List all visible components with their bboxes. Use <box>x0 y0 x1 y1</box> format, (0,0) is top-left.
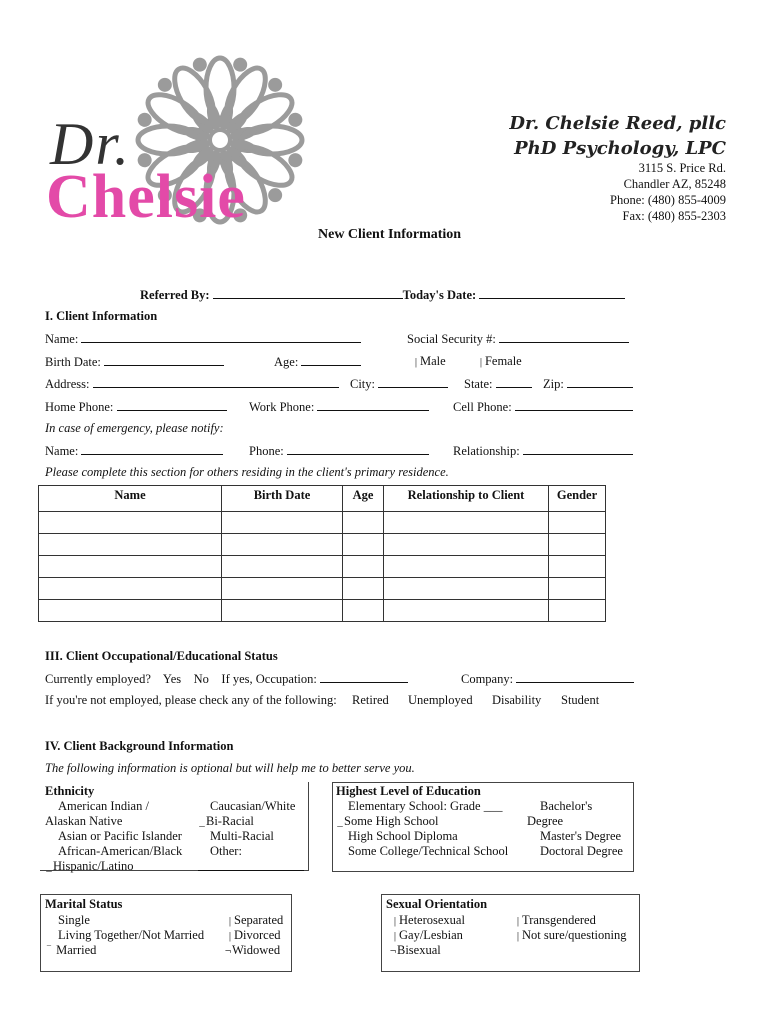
eth-biracial-mark[interactable]: _ <box>199 816 205 828</box>
female-checkbox[interactable]: | <box>479 356 483 368</box>
marital-divorced-mark[interactable]: | <box>228 930 232 942</box>
col-header-birth-date: Birth Date <box>222 486 343 512</box>
option-unemployed[interactable]: Unemployed <box>408 693 473 707</box>
em-phone-label: Phone: <box>249 444 284 458</box>
practice-phone: Phone: (480) 855-4009 <box>610 193 726 207</box>
not-employed-row <box>45 693 337 708</box>
table-cell[interactable] <box>222 600 343 622</box>
marital-widowed-mark[interactable]: ¬ <box>224 945 232 957</box>
marital-married-row <box>45 943 96 958</box>
marital-separated-mark[interactable]: | <box>228 915 232 927</box>
employed-row <box>45 671 408 687</box>
orient-bi-row <box>389 943 441 958</box>
logo-dr-text: Dr. <box>50 111 132 177</box>
orientation-title: Sexual Orientation <box>386 897 488 911</box>
birth-date-label: Birth Date: <box>45 355 101 369</box>
home-phone-label: Home Phone: <box>45 400 114 414</box>
option-disability[interactable]: Disability <box>492 693 542 707</box>
table-cell[interactable] <box>39 534 222 556</box>
section3-title: III. Client Occupational/Educational Status <box>45 649 278 663</box>
marital-living-together[interactable]: Living Together/Not Married <box>58 928 205 942</box>
table-row <box>39 534 606 556</box>
form-title: New Client Information <box>318 227 462 242</box>
marital-separated[interactable]: Separated <box>234 913 284 927</box>
table-row <box>39 578 606 600</box>
name-field[interactable] <box>81 331 361 343</box>
marital-widowed-row <box>224 943 280 958</box>
table-cell[interactable] <box>549 578 606 600</box>
name-row <box>45 331 361 347</box>
col-header-name: Name <box>39 486 222 512</box>
birth-date-field[interactable] <box>104 354 224 366</box>
orient-hetero-mark[interactable]: | <box>393 915 397 927</box>
em-name-row <box>45 443 223 459</box>
city-label: City: <box>350 377 376 391</box>
birth-date-row <box>45 354 224 370</box>
table-cell[interactable] <box>343 578 384 600</box>
table-cell[interactable] <box>222 578 343 600</box>
orient-bi[interactable]: Bisexual <box>397 943 441 957</box>
table-cell[interactable] <box>384 534 549 556</box>
marital-separated-row <box>226 913 283 928</box>
orient-notsure[interactable]: Not sure/questioning <box>522 928 627 942</box>
eth-american-indian[interactable]: American Indian / <box>58 799 149 813</box>
orient-hetero[interactable]: Heterosexual <box>399 913 465 927</box>
table-row <box>39 512 606 534</box>
zip-row <box>543 376 633 392</box>
todays-date-label: Today's Date: <box>402 288 477 302</box>
occupation-label: If yes, Occupation: <box>221 672 317 686</box>
practice-credentials: PhD Psychology, LPC <box>514 138 726 159</box>
table-cell[interactable] <box>384 512 549 534</box>
gender-row <box>412 354 522 369</box>
work-phone-field[interactable] <box>317 399 429 411</box>
eth-alaskan-native[interactable]: Alaskan Native <box>45 814 123 828</box>
em-phone-row <box>249 443 429 459</box>
orient-gay[interactable]: Gay/Lesbian <box>399 928 463 942</box>
company-label: Company: <box>461 672 514 686</box>
ssn-field[interactable] <box>499 331 629 343</box>
work-phone-label: Work Phone: <box>249 400 315 414</box>
table-cell[interactable] <box>343 600 384 622</box>
ethnicity-title: Ethnicity <box>45 784 95 798</box>
table-cell[interactable] <box>549 512 606 534</box>
table-cell[interactable] <box>384 600 549 622</box>
address-label: Address: <box>45 377 90 391</box>
edu-masters[interactable]: Master's Degree <box>540 829 622 843</box>
occupation-field[interactable] <box>320 671 408 683</box>
orient-gay-row <box>391 928 463 943</box>
table-cell[interactable] <box>39 556 222 578</box>
table-cell[interactable] <box>384 556 549 578</box>
edu-diploma[interactable]: High School Diploma <box>348 829 458 843</box>
em-phone-field[interactable] <box>287 443 429 455</box>
table-cell[interactable] <box>39 578 222 600</box>
col-header-age: Age <box>343 486 384 512</box>
marital-widowed[interactable]: Widowed <box>232 943 281 957</box>
ssn-row <box>407 331 629 347</box>
marital-single[interactable]: Single <box>58 913 90 927</box>
marital-divorced[interactable]: Divorced <box>234 928 281 942</box>
orient-gay-mark[interactable]: | <box>393 930 397 942</box>
section4-note: The following information is optional but will help me to better serve you. <box>45 761 415 775</box>
orient-notsure-row <box>514 928 627 943</box>
orient-hetero-row <box>391 913 465 928</box>
name-label: Name: <box>45 332 79 346</box>
eth-multiracial[interactable]: Multi-Racial <box>210 829 274 843</box>
address-row <box>45 376 339 392</box>
eth-biracial-row <box>198 814 254 829</box>
em-relationship-row <box>453 443 633 459</box>
state-row <box>464 376 532 392</box>
zip-label: Zip: <box>543 377 564 391</box>
table-cell[interactable] <box>384 578 549 600</box>
eth-other-field-row <box>198 859 304 875</box>
practice-fax: Fax: (480) 855-2303 <box>622 209 726 223</box>
em-name-field[interactable] <box>81 443 223 455</box>
home-phone-row <box>45 399 227 415</box>
em-relationship-label: Relationship: <box>453 444 520 458</box>
table-row <box>39 556 606 578</box>
eth-other[interactable]: Other: <box>210 844 242 858</box>
age-field[interactable] <box>301 354 361 366</box>
company-row <box>461 671 634 687</box>
table-cell[interactable] <box>222 556 343 578</box>
eth-hispanic[interactable]: Hispanic/Latino <box>53 859 134 873</box>
table-cell[interactable] <box>549 534 606 556</box>
edu-elementary[interactable]: Elementary School: Grade ___ <box>348 799 503 813</box>
age-row <box>274 354 361 370</box>
home-phone-field[interactable] <box>117 399 227 411</box>
employed-no-option[interactable]: No <box>193 672 209 686</box>
orient-trans-row <box>514 913 596 928</box>
table-cell[interactable] <box>222 512 343 534</box>
table-cell[interactable] <box>549 556 606 578</box>
female-label: Female <box>484 354 522 368</box>
address-line2: Chandler AZ, 85248 <box>623 177 726 191</box>
residents-header-row <box>39 486 606 512</box>
eth-african-american[interactable]: African-American/Black <box>58 844 183 858</box>
table-cell[interactable] <box>343 534 384 556</box>
logo-chelsie-text: Chelsie <box>46 163 246 231</box>
eth-caucasian[interactable]: Caucasian/White <box>210 799 296 813</box>
table-row <box>39 600 606 622</box>
orient-notsure-mark[interactable]: | <box>516 930 520 942</box>
col-header-relationship: Relationship to Client <box>384 486 549 512</box>
cell-phone-row <box>453 399 633 415</box>
cell-phone-field[interactable] <box>515 399 633 411</box>
address-field[interactable] <box>93 376 339 388</box>
marital-divorced-row <box>226 928 281 943</box>
referred-by-label: Referred By: <box>140 288 210 302</box>
ssn-label: Social Security #: <box>407 332 496 346</box>
table-cell[interactable] <box>549 600 606 622</box>
eth-hispanic-mark[interactable]: _ <box>46 861 52 873</box>
age-label: Age: <box>274 355 299 369</box>
cell-phone-label: Cell Phone: <box>453 400 512 414</box>
marital-married-mark[interactable]: ‾ <box>47 945 51 957</box>
company-field[interactable] <box>516 671 634 683</box>
address-line1: 3115 S. Price Rd. <box>638 161 726 175</box>
city-row <box>350 376 448 392</box>
section4-title: IV. Client Background Information <box>45 739 234 753</box>
eth-hispanic-row <box>45 859 134 874</box>
marital-title: Marital Status <box>45 897 123 911</box>
edu-doctoral[interactable]: Doctoral Degree <box>540 844 623 858</box>
edu-some-high-row <box>336 814 438 829</box>
employed-yes-option[interactable]: Yes <box>162 672 182 686</box>
edu-some-high[interactable]: Some High School <box>344 814 439 828</box>
table-cell[interactable] <box>343 556 384 578</box>
referred-by-row <box>140 287 625 303</box>
not-employed-question: If you're not employed, please check any of the following: <box>45 693 337 707</box>
table-cell[interactable] <box>343 512 384 534</box>
zip-field[interactable] <box>567 376 633 388</box>
edu-bachelors[interactable]: Bachelor's <box>540 799 593 813</box>
em-name-label: Name: <box>45 444 79 458</box>
edu-degree[interactable]: Degree <box>527 814 564 828</box>
eth-asian-pacific[interactable]: Asian or Pacific Islander <box>58 829 182 843</box>
table-cell[interactable] <box>39 600 222 622</box>
referred-by-field[interactable] <box>213 287 403 299</box>
residents-table <box>38 485 606 622</box>
option-retired[interactable]: Retired <box>352 693 389 707</box>
em-relationship-field[interactable] <box>523 443 633 455</box>
education-title: Highest Level of Education <box>336 784 481 798</box>
orient-trans-mark[interactable]: | <box>516 915 520 927</box>
male-checkbox[interactable]: | <box>414 356 418 368</box>
employed-question: Currently employed? <box>45 672 151 686</box>
practice-address <box>610 160 726 224</box>
todays-date-field[interactable] <box>479 287 625 299</box>
state-label: State: <box>464 377 493 391</box>
orient-trans[interactable]: Transgendered <box>522 913 596 927</box>
table-cell[interactable] <box>39 512 222 534</box>
practice-name: Dr. Chelsie Reed, pllc <box>509 113 726 134</box>
residents-note: Please complete this section for others residing in the client's primary residence. <box>45 465 449 479</box>
work-phone-row <box>249 399 429 415</box>
city-field[interactable] <box>378 376 448 388</box>
table-cell[interactable] <box>222 534 343 556</box>
option-student[interactable]: Student <box>561 693 600 707</box>
state-field[interactable] <box>496 376 532 388</box>
emergency-note: In case of emergency, please notify: <box>45 421 224 435</box>
col-header-gender: Gender <box>549 486 606 512</box>
eth-other-field[interactable] <box>198 859 304 871</box>
orient-bi-mark[interactable]: ¬ <box>389 945 397 957</box>
marital-married[interactable]: Married <box>56 943 97 957</box>
male-label: Male <box>420 354 446 368</box>
edu-college[interactable]: Some College/Technical School <box>348 844 509 858</box>
section1-title: I. Client Information <box>45 309 158 323</box>
eth-biracial[interactable]: Bi-Racial <box>206 814 254 828</box>
edu-some-high-mark[interactable]: _ <box>337 816 343 828</box>
